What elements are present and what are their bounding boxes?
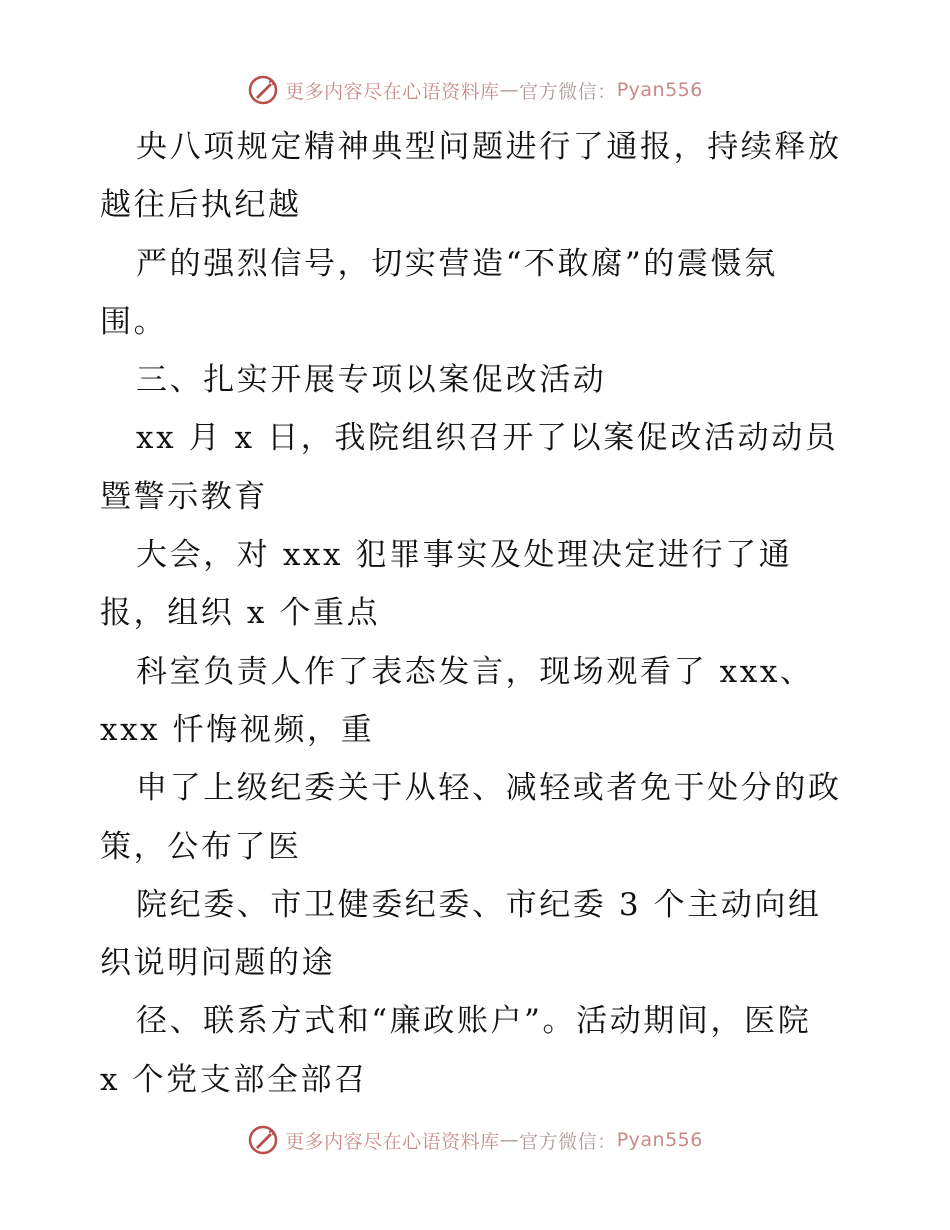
text-line: 径、联系方式和“廉政账户”。活动期间，医院 [136, 1003, 812, 1040]
watermark-separator: — [499, 79, 520, 101]
text-line: 严的强烈信号，切实营造“不敢腐”的震慑氛 [136, 245, 778, 282]
text-line: 策，公布了医 [100, 828, 302, 865]
text-line: 暨警示教育 [100, 478, 268, 515]
watermark-separator: — [499, 1129, 520, 1151]
text-line: 院纪委、市卫健委纪委、市纪委 3 个主动向组 [136, 886, 822, 923]
watermark-sub-text: 官方微信： [519, 80, 617, 103]
section-heading: 三、扎实开展专项以案促改活动 [136, 362, 607, 399]
text-line: 报，组织 x 个重点 [100, 595, 381, 632]
watermark-id: Pyan556 [616, 1129, 703, 1151]
text-line: 央八项规定精神典型问题进行了通报，持续释放 [136, 129, 842, 165]
document-body [100, 118, 880, 1109]
quill-logo-icon [247, 1124, 279, 1156]
text-line: 申了上级纪委关于从轻、减轻或者免于处分的政 [136, 770, 842, 807]
text-line: 大会，对 xxx 犯罪事实及处理决定进行了通 [136, 537, 793, 574]
watermark-sub-text: 官方微信： [519, 1130, 617, 1153]
text-line: 科室负责人作了表态发言，现场观看了 xxx、 [136, 653, 814, 690]
watermark-header [0, 70, 950, 110]
text-line: 围。 [100, 303, 168, 340]
text-line: x 个党支部全部召 [100, 1061, 368, 1098]
text-line: 织说明问题的途 [100, 945, 336, 982]
text-line: 越往后执纪越 [100, 187, 302, 224]
text-line: xx 月 x 日，我院组织召开了以案促改活动动员 [136, 420, 839, 457]
quill-logo-icon [247, 74, 279, 106]
watermark-main-text: 更多内容尽在心语资料库 [285, 80, 500, 103]
watermark-main-text: 更多内容尽在心语资料库 [285, 1130, 500, 1153]
watermark-footer [0, 1120, 950, 1160]
watermark-id: Pyan556 [616, 79, 703, 101]
text-line: xxx 忏悔视频，重 [100, 711, 375, 748]
